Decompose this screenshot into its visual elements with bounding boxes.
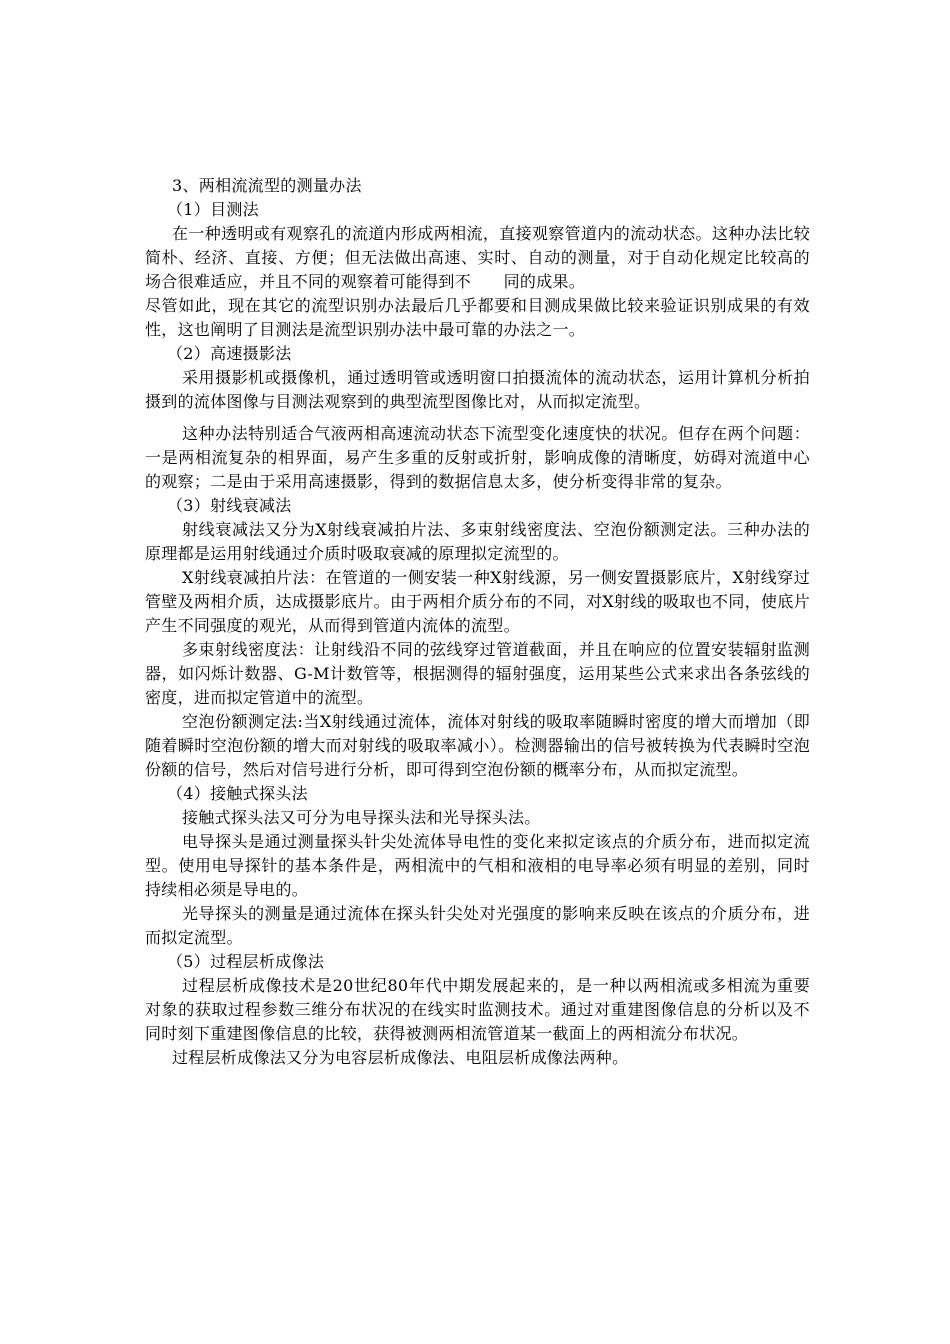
paragraph-visual-observation-2: 尽管如此，现在其它的流型识别办法最后几乎都要和目测成果做比较来验证识别成果的有效性，这也阐明了目测法是流型识别办法中最可靠的办法之一。 xyxy=(145,296,810,339)
subheading-process-tomography: （5）过程层析成像法 xyxy=(167,952,325,971)
paragraph-process-tomography-2: 过程层析成像法又分为电容层析成像法、电阻层析成像法两种。 xyxy=(172,1048,629,1067)
paragraph-process-tomography-1: 过程层析成像技术是20世纪80年代中期发展起来的，是一种以两相流或多相流为重要对象的获取过程参数三维分布状况的在线实时监测技术。通过对重建图像信息的分析以及不同时刻下重建图像信息的比较，获得被测两相流管道某一截面上的两相流分布状况。 xyxy=(145,976,810,1043)
subheading-contact-probe: （4）接触式探头法 xyxy=(167,784,308,803)
paragraph-ray-attenuation-4: 空泡份额测定法:当X射线通过流体，流体对射线的吸取率随瞬时密度的增大而增加（即随着瞬时空泡份额的增大而对射线的吸取率减小）。检测器输出的信号被转换为代表瞬时空泡份额的信号，然后对信号进行分析，即可得到空泡份额的概率分布，从而拟定流型。 xyxy=(145,712,810,779)
paragraph-high-speed-photography-2: 这种办法特别适合气液两相高速流动状态下流型变化速度快的状况。但存在两个问题：一是两相流复杂的相界面，易产生多重的反射或折射，影响成像的清晰度，妨碍对流道中心的观察；二是由于采用高速摄影，得到的数据信息太多，使分析变得非常的复杂。 xyxy=(145,424,810,491)
paragraph-contact-probe-2: 电导探头是通过测量探头针尖处流体导电性的变化来拟定该点的介质分布，进而拟定流型。使用电导探针的基本条件是，两相流中的气相和液相的电导率必须有明显的差别，同时持续相必须是导电的。 xyxy=(145,832,810,899)
paragraph-ray-attenuation-2: X射线衰减拍片法：在管道的一侧安装一种X射线源，另一侧安置摄影底片，X射线穿过管壁及两相介质，达成摄影底片。由于两相介质分布的不同，对X射线的吸取也不同，使底片产生不同强度的观光，从而得到管道内流体的流型。 xyxy=(145,568,810,635)
paragraph-ray-attenuation-1: 射线衰减法又分为X射线衰减拍片法、多束射线密度法、空泡份额测定法。三种办法的原理都是运用射线通过介质时吸取衰减的原理拟定流型的。 xyxy=(145,520,810,563)
paragraph-high-speed-photography-1: 采用摄影机或摄像机，通过透明管或透明窗口拍摄流体的流动状态，运用计算机分析拍摄到的流体图像与目测法观察到的典型流型图像比对，从而拟定流型。 xyxy=(145,368,810,411)
paragraph-ray-attenuation-3: 多束射线密度法：让射线沿不同的弦线穿过管道截面，并且在响应的位置安装辐射监测器，如闪烁计数器、G-M计数管等，根据测得的辐射强度，运用某些公式来求出各条弦线的密度，进而拟定管道中的流型。 xyxy=(145,640,810,707)
subheading-visual-observation: （1）目测法 xyxy=(167,200,259,219)
subheading-high-speed-photography: （2）高速摄影法 xyxy=(167,344,292,363)
paragraph-contact-probe-1: 接触式探头法又可分为电导探头法和光导探头法。 xyxy=(182,808,541,827)
subheading-ray-attenuation: （3）射线衰减法 xyxy=(167,496,292,515)
section-title: 3、两相流流型的测量办法 xyxy=(172,176,362,195)
document-body xyxy=(145,174,810,1070)
paragraph-contact-probe-3: 光导探头的测量是通过流体在探头针尖处对光强度的影响来反映在该点的介质分布，进而拟定流型。 xyxy=(145,904,810,947)
paragraph-visual-observation-1: 在一种透明或有观察孔的流道内形成两相流，直接观察管道内的流动状态。这种办法比较简朴、经济、直接、方便；但无法做出高速、实时、自动的测量，对于自动化规定比较高的场合很难适应，并且不同的观察着可能得到不 同的成果。 xyxy=(145,224,810,291)
